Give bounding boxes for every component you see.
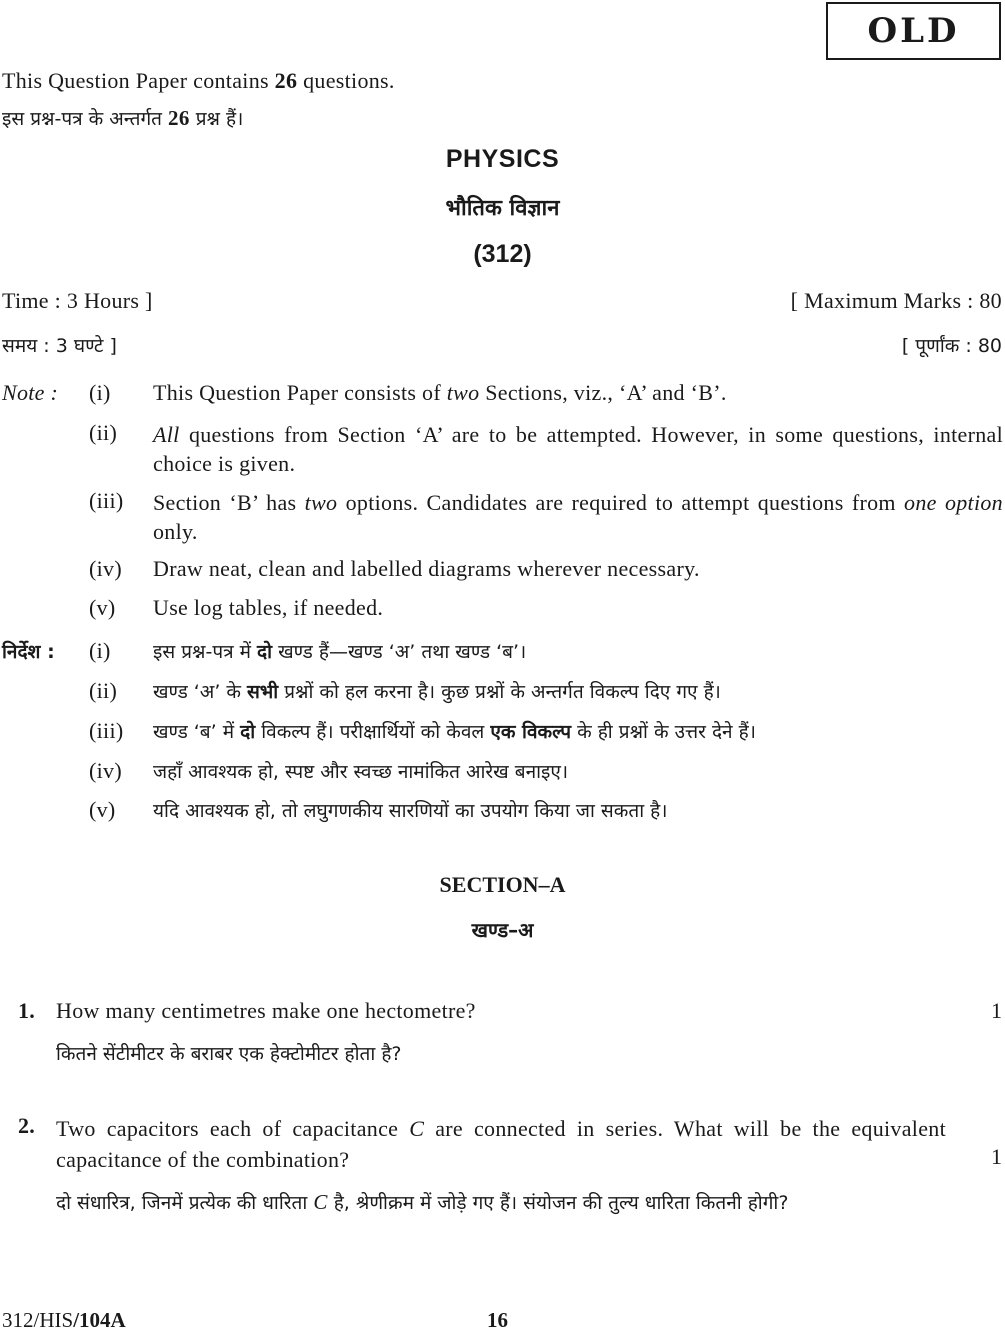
question-count-en [2,68,395,94]
max-marks-hi: [ पूर्णांक : 80 [901,335,1002,357]
count-hi-number: 26 [168,106,190,130]
question-2-text-en: Two capacitors each of capacitance C are connected in series. What will be the equivalent capacitance of the combination? [56,1116,946,1172]
old-badge: OLD [826,2,1001,60]
time-hi: समय : 3 घण्टे ] [2,335,117,357]
note-en-num-1: (i) [89,380,111,405]
count-en-suffix: questions. [303,68,395,93]
note-hi-num-5: (v) [89,797,116,822]
note-en-item-4: Draw neat, clean and labelled diagrams wherever necessary. [153,556,700,581]
question-1-text-hi: कितने सेंटीमीटर के बराबर एक हेक्टोमीटर होता है? [56,1043,402,1065]
note-hi-num-4: (iv) [89,758,122,783]
note-en-num-4: (iv) [89,556,122,581]
note-hi-item-5: यदि आवश्यक हो, तो लघुगणकीय सारणियों का उपयोग किया जा सकता है। [153,800,668,822]
note-hi-item-4: जहाँ आवश्यक हो, स्पष्ट और स्वच्छ नामांकित आरेख बनाइए। [153,761,569,783]
time-en: Time : 3 Hours ] [2,288,153,313]
note-hi-item-3: खण्ड ‘ब’ में दो विकल्प हैं। परीक्षार्थियों को केवल एक विकल्प के ही प्रश्नों के उत्तर देने हैं। [153,721,756,743]
paper-code: 312/HIS/104A [2,1308,126,1332]
question-2-text-hi: दो संधारित्र, जिनमें प्रत्येक की धारिता C है, श्रेणीक्रम में जोड़े गए हैं। संयोजन की तुल्य धारिता कितनी होगी? [56,1190,789,1214]
count-hi-suffix: प्रश्न हैं। [195,108,244,130]
note-hi-num-3: (iii) [89,718,124,743]
subject-code: (312) [473,240,532,268]
note-hi-num-1: (i) [89,638,111,663]
note-hi-num-2: (ii) [89,678,118,703]
max-marks-en: [ Maximum Marks : 80 [790,288,1002,313]
count-hi-prefix: इस प्रश्न-पत्र के अन्तर्गत [2,108,162,130]
question-1-number: 1. [18,998,36,1023]
subject-title-en: PHYSICS [445,145,560,173]
count-en-prefix: This Question Paper contains [2,68,269,93]
note-en-num-3: (iii) [89,488,124,513]
question-2-marks: 1 [991,1144,1002,1169]
note-hi-item-1: इस प्रश्न-पत्र में दो खण्ड हैं—खण्ड ‘अ’ तथा खण्ड ‘ब’। [153,641,527,663]
question-2-number: 2. [18,1113,36,1138]
note-en-item-1: This Question Paper consists of two Sections, viz., ‘A’ and ‘B’. [153,380,727,405]
subject-title-hi: भौतिक विज्ञान [445,196,560,221]
section-title-en: SECTION–A [439,872,566,897]
note-en-item-3: Section ‘B’ has two options. Candidates are required to attempt questions from one option only. [153,490,1003,544]
question-count-hi [2,105,243,131]
note-en-item-5: Use log tables, if needed. [153,595,384,620]
note-en-num-5: (v) [89,595,116,620]
question-1-text-en: How many centimetres make one hectometre? [56,998,476,1023]
count-en-number: 26 [274,68,298,93]
note-label-hi: निर्देश : [2,641,55,663]
note-en-num-2: (ii) [89,420,118,445]
note-en-item-2: All questions from Section ‘A’ are to be attempted. However, in some questions, internal choice is given. [153,422,1003,476]
note-hi-item-2: खण्ड ‘अ’ के सभी प्रश्नों को हल करना है। कुछ प्रश्नों के अन्तर्गत विकल्प दिए गए हैं। [153,681,721,703]
section-title-hi: खण्ड–अ [471,918,534,942]
note-label-en: Note : [2,380,59,405]
question-1-marks: 1 [991,998,1002,1023]
page-number: 16 [487,1308,508,1332]
